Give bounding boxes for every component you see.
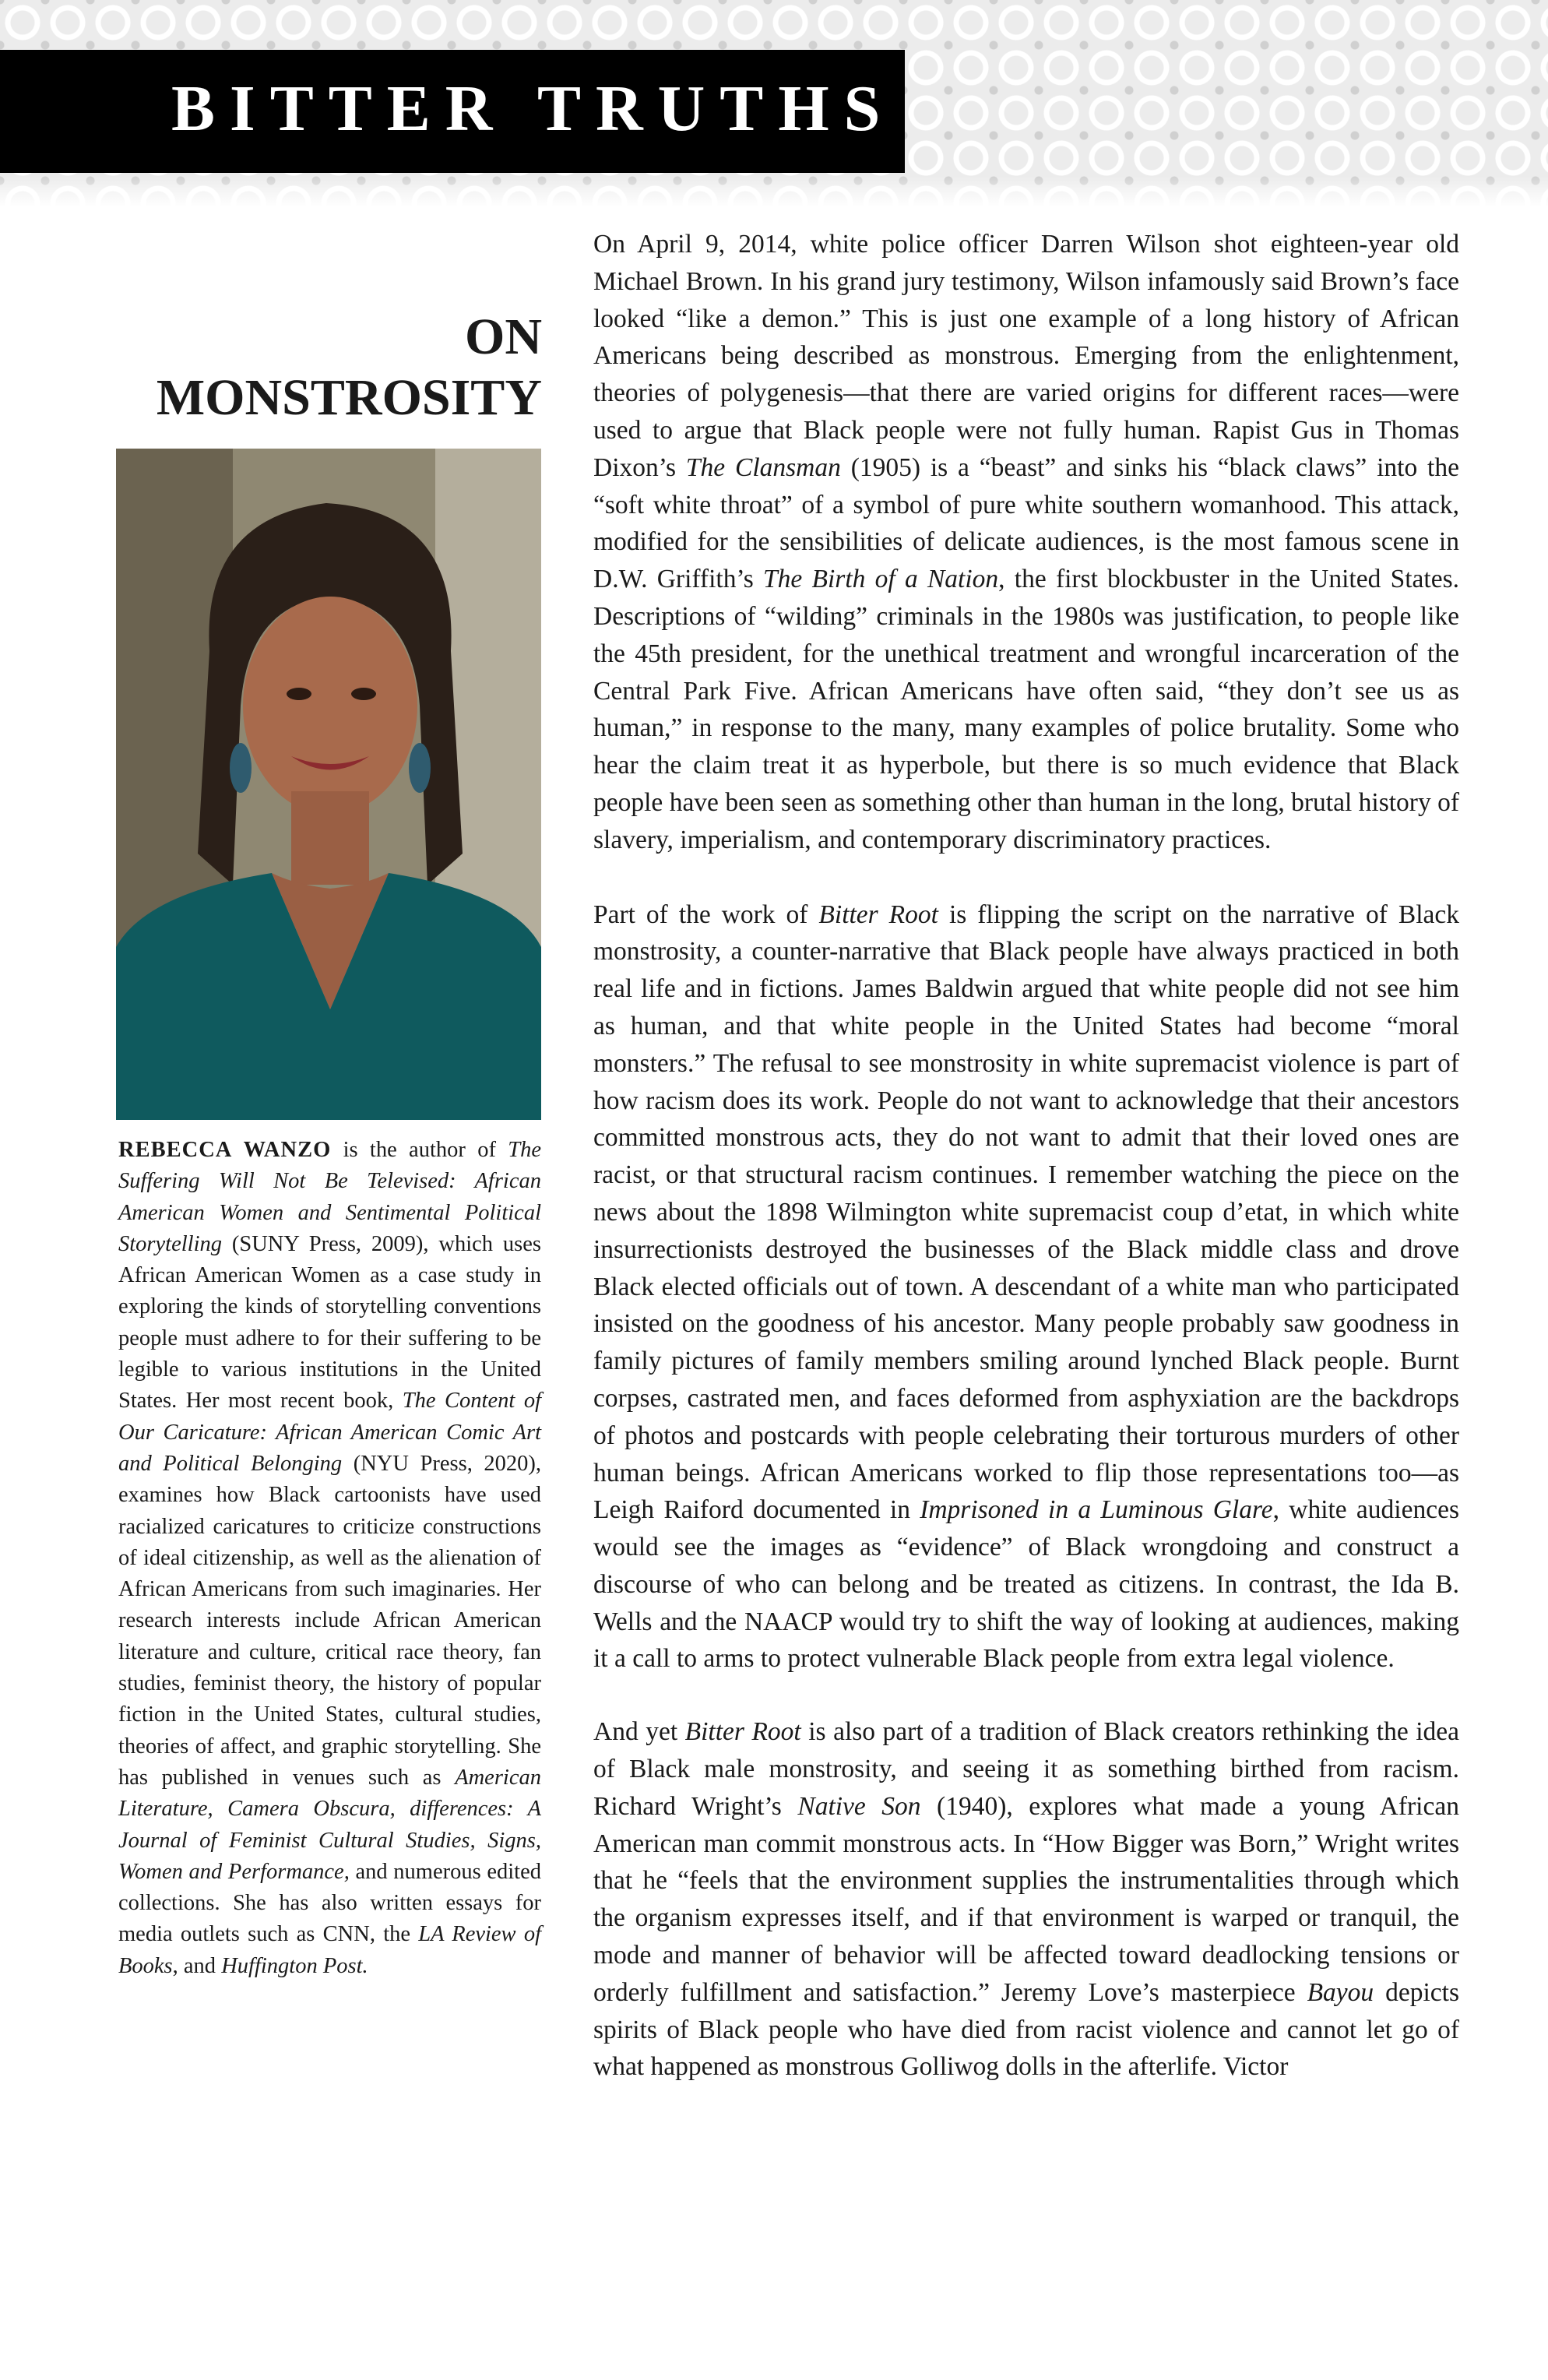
- paragraphs.2-run: is also part of a tradition of Black creators rethinking the idea of Black male monstrosity, and seeing it as something birthed from racism. Richard Wright’s: [593, 1717, 1459, 1821]
- bio-run: (NYU Press, 2020), examines how Black cartoonists have used racialized caricatures to criticize constructions of ideal citizenship, as well as the alienation of African Americans from such imaginaries. Her research interests include African American literature and culture, critical race theory, fan studies, feminist theory, the history of popular fiction in the United States, cultural studies, theories of affect, and graphic storytelling. She has published in venues such as: [118, 1451, 541, 1790]
- section-title-line2: MONSTROSITY: [156, 369, 542, 426]
- paragraphs.2-run: (1940), explores what made a young African American man commit monstrous acts. In “How Bigger was Born,” Wright writes that he “feels that the environment supplies the instrumentalities through which the organism expresses itself, and if that environment is warped or tranquil, the mode and manner of behavior will be affected toward deadlocking tensions or orderly fulfillment and satisfaction.” Jeremy Love’s masterpiece: [593, 1791, 1459, 2007]
- paragraphs.0-run: The Clansman: [685, 452, 841, 482]
- paragraphs.1-run: is flipping the script on the narrative of Black monstrosity, a counter-narrative that Black people have always practiced in both real life and in fictions. James Baldwin argued that white people did not see him as human, and that white people in the United States had become “moral monsters.” The refusal to see monstrosity in white supremacist violence is part of how racism does its work. People do not want to acknowledge that their ancestors committed monstrous acts, they do not want to admit that their loved ones are racist, or that structural racism continues. I remember watching the piece on the news about the 1898 Wilmington white supremacist coup d’etat, in which white insurrectionists destroyed the businesses of the Black middle class and drove Black elected officials out of town. A descendant of a white man who participated insisted on the goodness of his ancestor. Many people probably saw goodness in family pictures of family members smiling around lynched Black people. Burnt corpses, castrated men, and faces deformed from asphyxiation are the backdrops of photos and postcards with people celebrating their torturous murders of other human beings. African Americans worked to flip those representations too—as Leigh Raiford documented in: [593, 900, 1460, 1525]
- author-portrait-image: [116, 449, 541, 1120]
- bio-run: , and: [172, 1953, 222, 1978]
- section-title: [109, 307, 542, 428]
- bio-run: American Literature, Camera Obscura, differences: A Journal of Feminist Cultural Studies, Signs, Women and Performance,: [118, 1765, 541, 1884]
- paragraphs.0-run: , the first blockbuster in the United States. Descriptions of “wilding” criminals in the 1980s was justification, to people like the 45th president, for the unethical treatment and wrongful incarceration of the Central Park Five. African Americans have often said, “they don’t see us as human,” in response to the many, many examples of police brutality. Some who hear the claim treat it as hyperbole, but there is so much evidence that Black people have been seen as something other than human in the long, brutal history of slavery, imperialism, and contemporary discriminatory practices.: [593, 565, 1459, 854]
- section-title-line1: ON: [465, 308, 542, 365]
- paragraphs.2-run: Native Son: [797, 1791, 921, 1821]
- article-paragraph-1: [593, 226, 1459, 859]
- author-photo: [116, 449, 541, 1120]
- header-title-bar: [0, 50, 905, 173]
- paragraphs.0-run: (1905) is a “beast” and sinks his “black claws” into the “soft white throat” of a symbol of pure white southern womanhood. This attack, modified for the sensibilities of delicate audiences, is the most famous scene in D.W. Griffith’s: [593, 452, 1459, 594]
- paragraphs.1-run: Imprisoned in a Luminous Glare: [920, 1495, 1273, 1525]
- bio-run: LA Review of Books: [118, 1922, 541, 1978]
- bio-run: REBECCA WANZO: [118, 1138, 332, 1162]
- paragraphs.0-run: The Birth of a Nation: [763, 565, 999, 594]
- paragraphs.2-run: Bayou: [1307, 1977, 1374, 2007]
- bio-run: The Suffering Will Not Be Televised: African American Women and Sentimental Political Storytelling: [118, 1138, 541, 1256]
- article-paragraph-2: [593, 896, 1459, 1678]
- paragraphs.1-run: Bitter Root: [818, 900, 938, 929]
- magazine-title: BITTER TRUTHS: [171, 72, 895, 145]
- author-bio: [118, 1135, 541, 1982]
- bio-run: and numerous edited collections. She has also written essays for media outlets such as CNN, the: [118, 1859, 541, 1947]
- paragraphs.0-run: On April 9, 2014, white police officer Darren Wilson shot eighteen-year old Michael Brown. In his grand jury testimony, Wilson infamously said Brown’s face looked “like a demon.” This is just one example of a long history of African Americans being described as monstrous. Emerging from the enlightenment, theories of polygenesis—that there are varied origins for different races—were used to argue that Black people were not fully human. Rapist Gus in Thomas Dixon’s: [593, 230, 1459, 482]
- article-body: [593, 226, 1459, 2123]
- bio-run: (SUNY Press, 2009), which uses African American Women as a case study in exploring the kinds of storytelling conventions people must adhere to for their suffering to be legible to various institutions in the United States. Her most recent book,: [118, 1231, 541, 1414]
- paragraphs.2-run: And yet: [593, 1717, 685, 1747]
- bio-run: Huffington Post.: [221, 1953, 368, 1978]
- paragraphs.2-run: depicts spirits of Black people who have died from racist violence and cannot let go of what happened as monstrous Golliwog dolls in the afterlife. Victor: [593, 1977, 1459, 2082]
- paragraphs.1-run: Part of the work of: [593, 900, 819, 929]
- bio-run: is the author of: [331, 1138, 508, 1162]
- article-paragraph-3: [593, 1713, 1459, 2086]
- paragraphs.1-run: , white audiences would see the images as “evidence” of Black wrongdoing and construct a discourse of who can belong and be treated as citizens. In contrast, the Ida B. Wells and the NAACP would try to shift the way of looking at audiences, making it a call to arms to protect vulnerable Black people from extra legal violence.: [593, 1495, 1459, 1674]
- paragraphs.2-run: Bitter Root: [684, 1717, 801, 1747]
- bio-run: The Content of Our Caricature: African American Comic Art and Political Belonging: [118, 1389, 541, 1476]
